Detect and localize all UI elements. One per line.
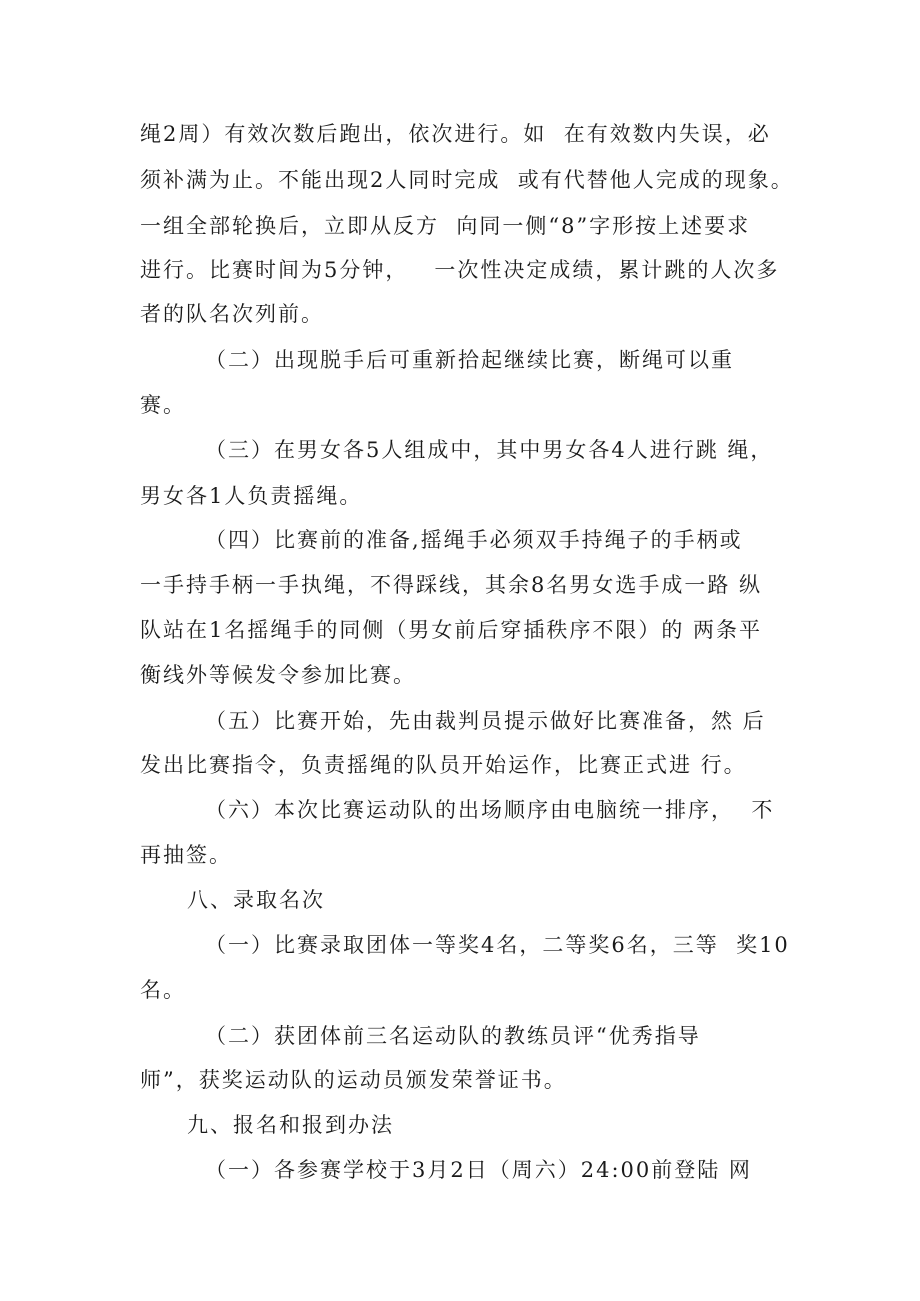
text-line: 赛。 xyxy=(140,393,186,417)
paragraph-8-2-start: （二）获团体前三名运动队的教练员评“优秀指导 xyxy=(205,1024,701,1048)
paragraph-9-1-start: （一）各参赛学校于3月2日（周六）24:00前登陆 网 xyxy=(205,1158,752,1182)
text-line: 师”，获奖运动队的运动员颁发荣誉证书。 xyxy=(140,1068,567,1092)
section-heading-8: 八、录取名次 xyxy=(187,888,325,912)
paragraph-3-start: （三）在男女各5人组成中，其中男女各4人进行跳 绳， xyxy=(205,438,774,462)
text-line: 绳2周）有效次数后跑出，依次进行。如 在有效数内失误，必 xyxy=(140,122,771,146)
text-line: 再抽签。 xyxy=(140,843,232,867)
paragraph-5-start: （五）比赛开始，先由裁判员提示做好比赛准备，然 后 xyxy=(205,709,766,733)
text-line: 进行。比赛时间为5分钟， 一次性决定成绩，累计跳的人次多 xyxy=(140,258,780,282)
text-line: 发出比赛指令，负责摇绳的队员开始运作，比赛正式进 行。 xyxy=(140,753,747,777)
text-line: 名。 xyxy=(140,978,186,1002)
section-heading-9: 九、报名和报到办法 xyxy=(187,1113,394,1137)
text-line: 须补满为止。不能出现2人同时完成 或有代替他人完成的现象。 xyxy=(140,168,794,192)
text-line: 一手持手柄一手执绳，不得踩线，其余8名男女选手成一路 纵 xyxy=(140,573,763,597)
paragraph-4-start: （四）比赛前的准备,摇绳手必须双手持绳子的手柄或 xyxy=(205,528,743,552)
text-line: 队站在1名摇绳手的同侧（男女前后穿插秩序不限）的 两条平 xyxy=(140,618,763,642)
text-line: 一组全部轮换后，立即从反方 向同一侧“8”字形按上述要求 xyxy=(140,214,751,238)
paragraph-2-start: （二）出现脱手后可重新拾起继续比赛，断绳可以重 xyxy=(205,348,734,372)
text-line: 衡线外等候发令参加比赛。 xyxy=(140,663,416,687)
paragraph-8-1-start: （一）比赛录取团体一等奖4名，二等奖6名，三等 奖10 xyxy=(205,933,790,957)
paragraph-6-start: （六）本次比赛运动队的出场顺序由电脑统一排序， 不 xyxy=(205,798,775,822)
text-line: 男女各1人负责摇绳。 xyxy=(140,484,363,508)
text-line: 者的队名次列前。 xyxy=(140,302,324,326)
